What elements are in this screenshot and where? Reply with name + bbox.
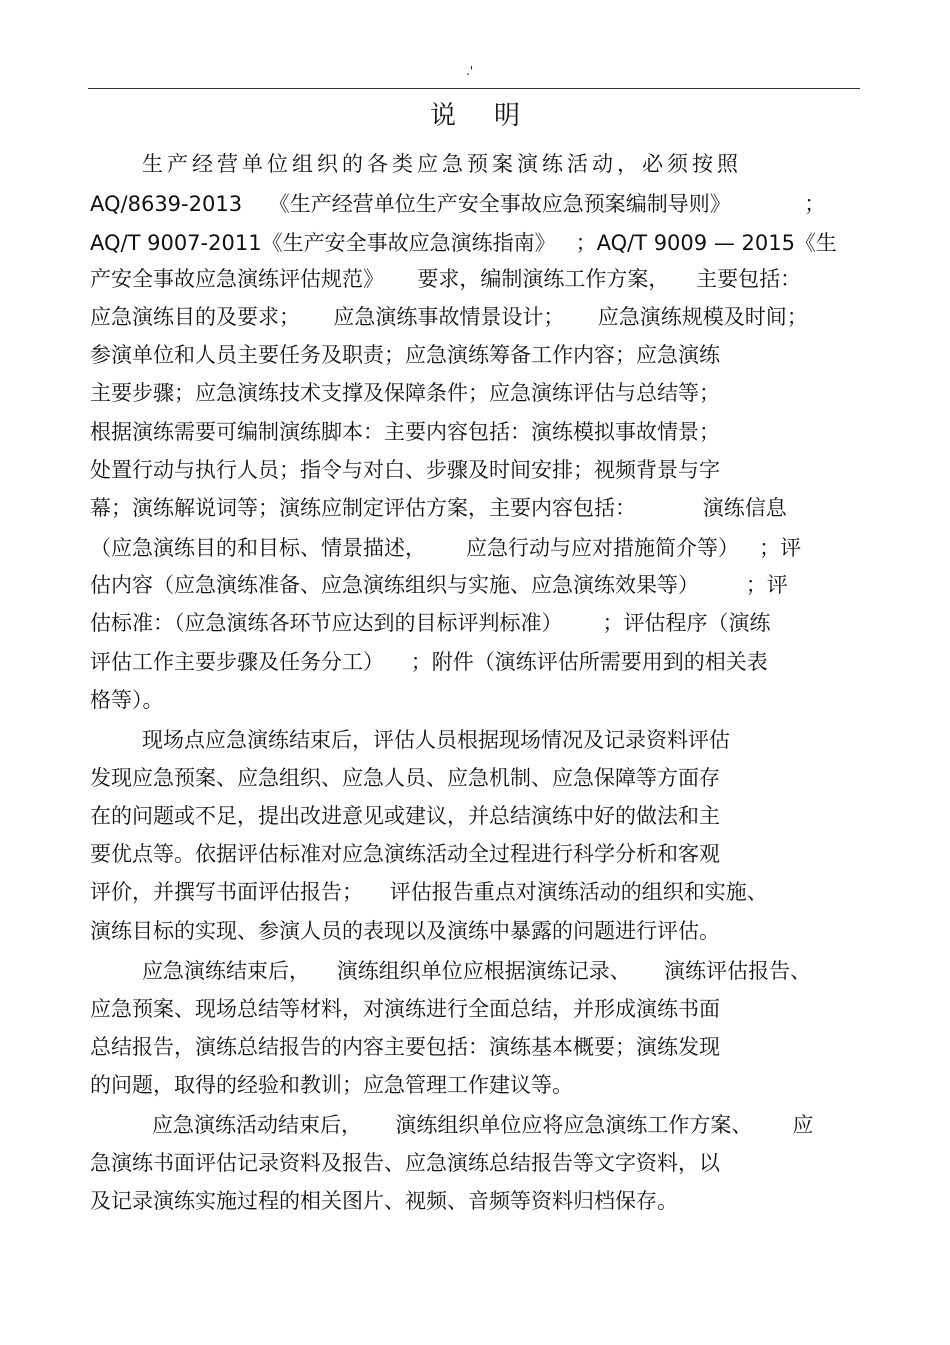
body-line: 估内容（应急演练准备、应急演练组织与实施、应急演练效果等） ；评: [90, 573, 788, 597]
body-line: 应急演练目的及要求； 应急演练事故情景设计； 应急演练规模及时间；: [90, 305, 808, 329]
body-line: AQ/T 9007-2011《生产安全事故应急演练指南》 ；AQ/T 9009 — 2015《生: [90, 231, 837, 255]
body-line: 急演练书面评估记录资料及报告、应急演练总结报告等文字资料，以: [90, 1151, 720, 1175]
body-line: 应急演练结束后， 演练组织单位应根据演练记录、 演练评估报告、: [142, 959, 812, 983]
body-line: 评估工作主要步骤及任务分工） ；附件（演练评估所需要用到的相关表: [90, 650, 768, 674]
body-line: 处置行动与执行人员；指令与对白、步骤及时间安排；视频背景与字: [90, 458, 720, 482]
body-line: 发现应急预案、应急组织、应急人员、应急机制、应急保障等方面存: [90, 766, 720, 790]
body-line: 的问题，取得的经验和教训；应急管理工作建议等。: [90, 1073, 573, 1097]
body-line: 格等）。: [90, 688, 164, 712]
document-title: 说明: [429, 101, 558, 131]
body-line: 主要步骤；应急演练技术支撑及保障条件；应急演练评估与总结等；: [90, 381, 720, 405]
body-line: AQ/8639-2013 《生产经营单位生产安全事故应急预案编制导则》 ；: [90, 192, 826, 216]
body-line: 及记录演练实施过程的相关图片、视频、音频等资料归档保存。: [90, 1189, 678, 1213]
body-line: 应急预案、现场总结等材料，对演练进行全面总结，并形成演练书面: [90, 997, 720, 1021]
body-line: 总结报告，演练总结报告的内容主要包括：演练基本概要；演练发现: [90, 1035, 720, 1059]
body-line: 应急演练活动结束后， 演练组织单位应将应急演练工作方案、 应: [152, 1113, 814, 1137]
body-line: 产安全事故应急演练评估规范》 要求，编制演练工作方案， 主要包括：: [90, 267, 802, 291]
body-line: 估标准：（应急演练各环节应达到的目标评判标准） ；评估程序（演练: [90, 611, 771, 635]
body-line: 参演单位和人员主要任务及职责；应急演练筹备工作内容；应急演练: [90, 343, 720, 367]
body-line: （应急演练目的和目标、情景描述， 应急行动与应对措施简介等） ；评: [90, 536, 802, 560]
body-line: 生产经营单位组织的各类应急预案演练活动，必须按照: [142, 152, 742, 176]
body-line: 现场点应急演练结束后，评估人员根据现场情况及记录资料评估: [142, 728, 730, 752]
body-line: 演练目标的实现、参演人员的表现以及演练中暴露的问题进行评估。: [90, 919, 720, 943]
header-rule: [88, 88, 860, 89]
body-line: 在的问题或不足，提出改进意见或建议，并总结演练中好的做法和主: [90, 804, 720, 828]
body-line: 要优点等。依据评估标准对应急演练活动全过程进行科学分析和客观: [90, 842, 720, 866]
page-header-mark: .': [466, 64, 474, 78]
body-line: 评价，并撰写书面评估报告； 评估报告重点对演练活动的组织和实施、: [90, 880, 768, 904]
body-line: 根据演练需要可编制演练脚本：主要内容包括：演练模拟事故情景；: [90, 420, 720, 444]
body-line: 幕；演练解说词等；演练应制定评估方案，主要内容包括： 演练信息: [90, 496, 787, 520]
